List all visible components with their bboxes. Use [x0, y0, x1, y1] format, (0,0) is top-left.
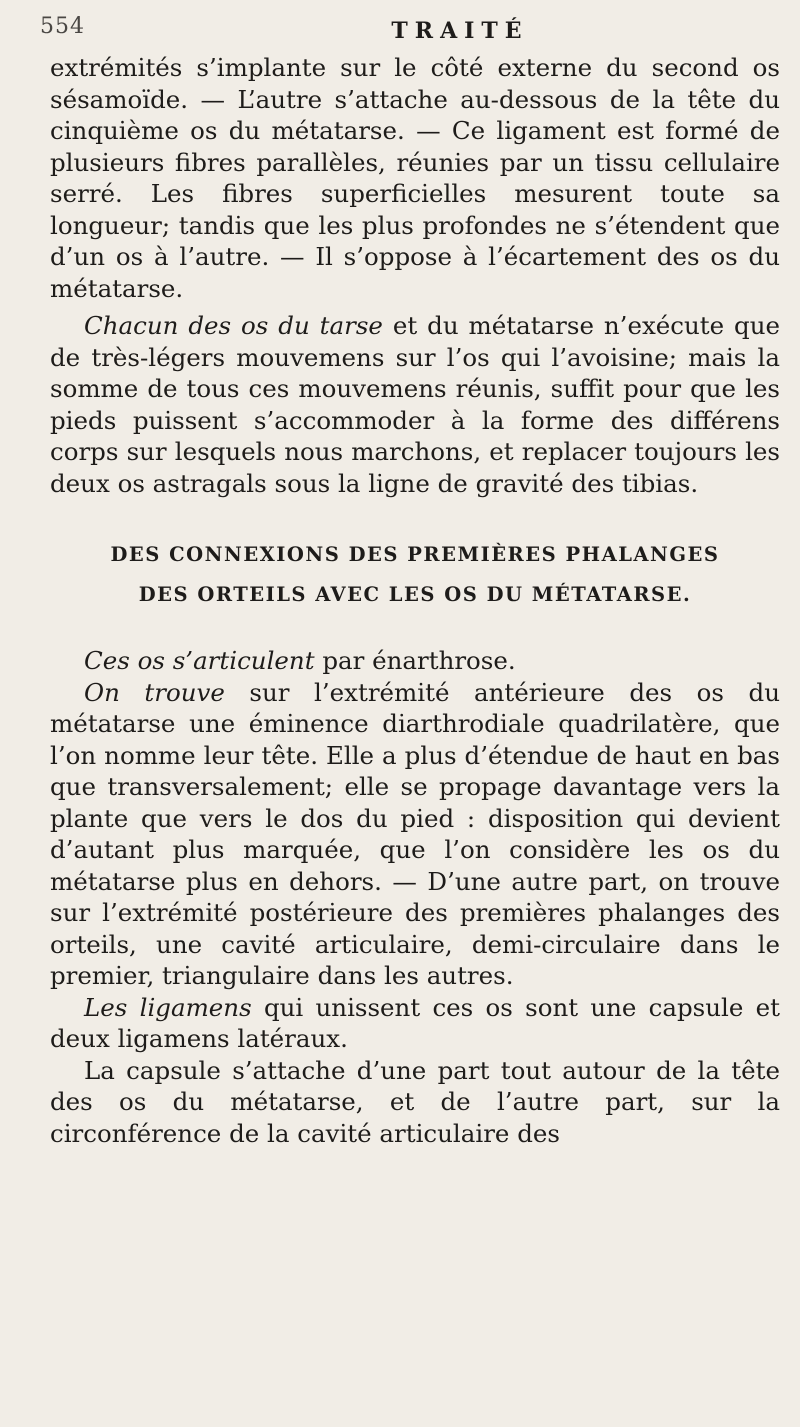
paragraph-text: qui unissent ces os sont une capsule et deux ligamens latéraux. [50, 992, 780, 1053]
paragraph-lead-italic: On trouve [84, 677, 225, 707]
paragraph-text: sur l’extrémité antérieure des os du métatarse une éminence diarthrodiale quadrilatère, que l’on nomme leur tête. Elle a plus d’étendue de haut en bas que transversalement; elle se propage davantage vers la plante que vers le dos du pied : disposition qui devient d’autant plus marquée, que l’on considère les os du métatarse plus en dehors. — D’une autre part, on trouve sur l’extrémité postérieure des premières phalanges des orteils, une cavité articulaire, demi-circulaire dans le premier, triangulaire dans les autres. [50, 677, 780, 990]
paragraph-lead-italic: Ces os s’articulent [84, 646, 315, 675]
paragraph-text: et du métatarse n’exécute que de très-légers mouvemens sur l’os qui l’avoisine; mais la somme de tous ces mouvemens réunis, suffit pour que les pieds puissent s’accommoder à la forme des différens corps sur lesquels nous marchons, et replacer toujours les deux os astragals sous la ligne de gravité des tibias. [50, 311, 780, 498]
paragraph-lead-italic: Chacun des os du tarse [84, 311, 383, 340]
running-title: TRAITÉ [391, 18, 529, 44]
paragraph-articulation [50, 645, 780, 677]
page-header [40, 10, 780, 50]
section-heading [50, 535, 780, 615]
paragraph-capsule: La capsule s’attache d’une part tout autour de la tête des os du métatarse, et de l’autre part, sur la circonférence de la cavité articulaire des [50, 1055, 780, 1148]
paragraph-metatarsal-head [50, 677, 780, 992]
section-heading-line-2: DES ORTEILS AVEC LES OS DU MÉTATARSE. [138, 583, 692, 606]
page-number: 554 [40, 14, 85, 39]
body-text [50, 52, 780, 1149]
paragraph-tarsus-movements [50, 310, 780, 499]
paragraph-text: par énarthrose. [314, 646, 516, 675]
section-heading-line-1: DES CONNEXIONS DES PREMIÈRES PHALANGES [110, 543, 720, 566]
paragraph-ligaments [50, 992, 780, 1055]
paragraph-lead-italic: Les ligamens [84, 992, 252, 1022]
paragraph-ligament-description: extrémités s’implante sur le côté externe du second os sésamoïde. — L’autre s’attache au-dessous de la tête du cinquième os du métatarse. — Ce ligament est formé de plusieurs fibres parallèles, réunies par un tissu cellulaire serré. Les fibres superficielles mesurent toute sa longueur; tandis que les plus profondes ne s’étendent que d’un os à l’autre. — Il s’oppose à l’écartement des os du métatarse. [50, 53, 780, 303]
